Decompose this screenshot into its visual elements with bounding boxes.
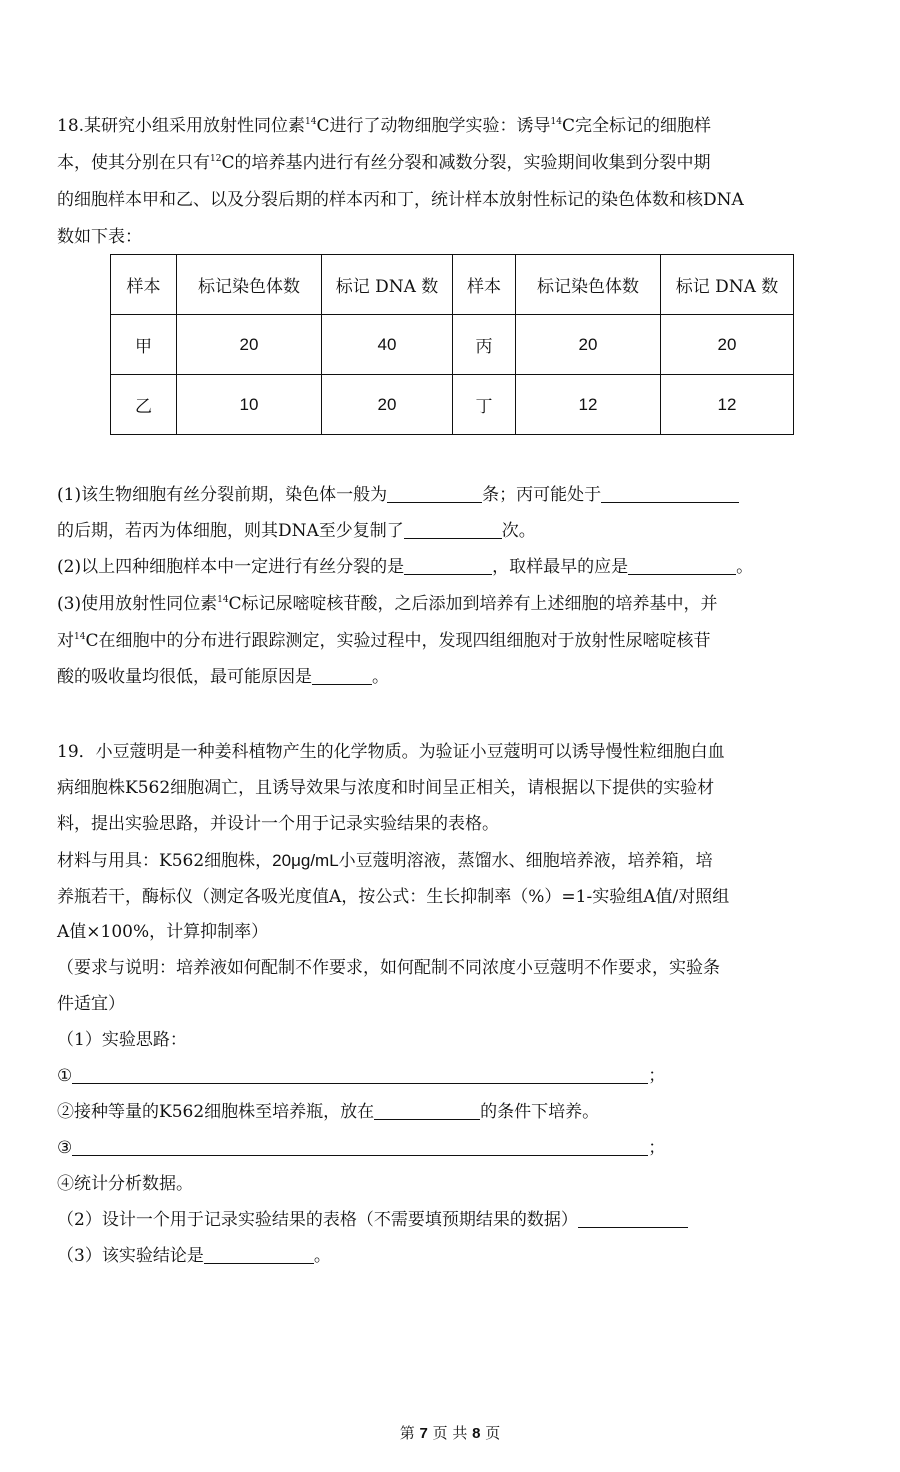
q18-text: 酸的吸收量均很低，最可能原因是 (57, 667, 312, 687)
q19-text: ②接种等量的K562细胞株至培养瓶，放在 (57, 1102, 375, 1122)
table-cell: 丙 (453, 315, 516, 375)
table-cell: 20 (177, 315, 322, 375)
table-cell: 20 (661, 315, 794, 375)
q18-line-4: 数如下表： (57, 227, 142, 247)
table-cell: 10 (177, 375, 322, 435)
q19-step-1 (57, 1064, 665, 1088)
answer-blank[interactable] (578, 1209, 688, 1228)
table-cell: 40 (322, 315, 453, 375)
table-row (111, 315, 794, 375)
isotope-superscript: 14 (550, 117, 562, 127)
q19-text: 材料与用具：K562细胞株， (57, 851, 273, 871)
q18-text: (1)该生物细胞有丝分裂前期，染色体一般为 (57, 485, 388, 505)
table-header-cell: 标记 DNA 数 (661, 255, 794, 315)
q19-part-2 (57, 1208, 688, 1232)
table-cell: 甲 (111, 315, 177, 375)
q18-part-3-line-1 (57, 592, 718, 616)
answer-blank[interactable] (404, 520, 502, 539)
table-row (111, 375, 794, 435)
q18-text: (2)以上四种细胞样本中一定进行有丝分裂的是 (57, 557, 405, 577)
q19-requirements-line-2: 件适宜） (57, 994, 125, 1014)
q18-line-2 (57, 151, 710, 175)
footer-text: 页 (485, 1424, 501, 1442)
q18-text: 对 (57, 631, 74, 651)
q19-materials-line-1 (57, 849, 713, 873)
q19-text: ； (648, 1138, 666, 1158)
answer-blank[interactable] (387, 484, 482, 503)
q19-step-4: ④统计分析数据。 (57, 1174, 193, 1194)
page-number: 7 (419, 1425, 428, 1442)
table-cell: 乙 (111, 375, 177, 435)
q18-text: 18.某研究小组采用放射性同位素 (57, 116, 306, 136)
q18-text: 。 (372, 667, 389, 687)
answer-blank[interactable] (601, 484, 739, 503)
q19-line-3: 料，提出实验思路，并设计一个用于记录实验结果的表格。 (57, 814, 499, 834)
q18-text: 次。 (501, 521, 536, 541)
table-header-cell: 样本 (453, 255, 516, 315)
q19-text: （2）设计一个用于记录实验结果的表格（不需要填预期结果的数据） (57, 1210, 578, 1230)
q19-part-1-heading: （1）实验思路： (57, 1030, 187, 1050)
table-cell: 丁 (453, 375, 516, 435)
q18-text: 本，使其分别在只有 (57, 153, 210, 173)
step-marker: ① (57, 1066, 73, 1086)
q18-part-2 (57, 555, 753, 579)
table-cell: 12 (516, 375, 661, 435)
q18-text: C的培养基内进行有丝分裂和减数分裂，实验期间收集到分裂中期 (221, 153, 711, 173)
q19-text: （3）该实验结论是 (57, 1246, 204, 1266)
q19-text: 小豆蔻明溶液，蒸馏水、细胞培养液，培养箱，培 (338, 851, 713, 871)
page-footer (0, 1422, 900, 1443)
q19-step-2 (57, 1100, 599, 1124)
q18-part-1-line-2 (57, 519, 536, 543)
isotope-superscript: 14 (217, 595, 229, 605)
answer-blank[interactable] (374, 1101, 480, 1120)
step-marker: ③ (57, 1138, 73, 1158)
table-cell: 20 (322, 375, 453, 435)
q19-part-3 (57, 1244, 331, 1268)
isotope-superscript: 14 (74, 632, 86, 642)
isotope-superscript: 14 (305, 117, 317, 127)
q18-part-3-line-2 (57, 629, 710, 653)
answer-blank[interactable] (312, 666, 372, 685)
answer-blank[interactable] (72, 1137, 648, 1156)
table-header-cell: 样本 (111, 255, 177, 315)
table-header-row (111, 255, 794, 315)
q18-text: 的后期，若丙为体细胞，则其DNA至少复制了 (57, 521, 404, 541)
table-cell: 12 (661, 375, 794, 435)
q19-materials-line-2: 养瓶若干，酶标仪（测定各吸光度值A，按公式：生长抑制率（%）=1-实验组A值/对照组 (57, 887, 730, 907)
answer-blank[interactable] (628, 556, 736, 575)
footer-text: 页 共 (432, 1424, 468, 1442)
q19-text: 的条件下培养。 (480, 1102, 600, 1122)
answer-blank[interactable] (404, 556, 492, 575)
q18-text: (3)使用放射性同位素 (57, 594, 218, 614)
q19-step-3 (57, 1136, 665, 1160)
answer-blank[interactable] (204, 1245, 314, 1264)
table-header-cell: 标记染色体数 (516, 255, 661, 315)
q18-part-3-line-3 (57, 665, 389, 689)
q19-text: 。 (313, 1246, 331, 1266)
q18-part-1-line-1 (57, 483, 739, 507)
q18-text: C完全标记的细胞样 (561, 116, 711, 136)
q19-requirements-line-1: （要求与说明：培养液如何配制不作要求，如何配制不同浓度小豆蔻明不作要求，实验条 (57, 958, 720, 978)
isotope-superscript: 12 (210, 154, 222, 164)
table-header-cell: 标记 DNA 数 (322, 255, 453, 315)
q19-text: ； (648, 1066, 666, 1086)
q18-text: 条；丙可能处于 (482, 485, 602, 505)
q18-text: C进行了动物细胞学实验：诱导 (316, 116, 551, 136)
q18-line-1 (57, 114, 711, 138)
sample-data-table (110, 254, 794, 435)
page-total: 8 (472, 1425, 481, 1442)
q19-line-2: 病细胞株K562细胞凋亡，且诱导效果与浓度和时间呈正相关，请根据以下提供的实验材 (57, 778, 715, 798)
q19-materials-line-3: A值×100%，计算抑制率） (57, 922, 269, 942)
answer-blank[interactable] (72, 1065, 648, 1084)
q18-line-3: 的细胞样本甲和乙、以及分裂后期的样本丙和丁，统计样本放射性标记的染色体数和核DNA (57, 190, 744, 210)
q18-text: C标记尿嘧啶核苷酸，之后添加到培养有上述细胞的培养基中，并 (228, 594, 718, 614)
q18-text: 。 (736, 557, 754, 577)
concentration-value: 20μg/mL (272, 851, 339, 870)
q19-line-1: 19．小豆蔻明是一种姜科植物产生的化学物质。为验证小豆蔻明可以诱导慢性粒细胞白血 (57, 742, 725, 762)
q18-text: ，取样最早的应是 (492, 557, 629, 577)
table-header-cell: 标记染色体数 (177, 255, 322, 315)
footer-text: 第 (399, 1424, 415, 1442)
q18-text: C在细胞中的分布进行跟踪测定，实验过程中，发现四组细胞对于放射性尿嘧啶核苷 (85, 631, 711, 651)
table-cell: 20 (516, 315, 661, 375)
